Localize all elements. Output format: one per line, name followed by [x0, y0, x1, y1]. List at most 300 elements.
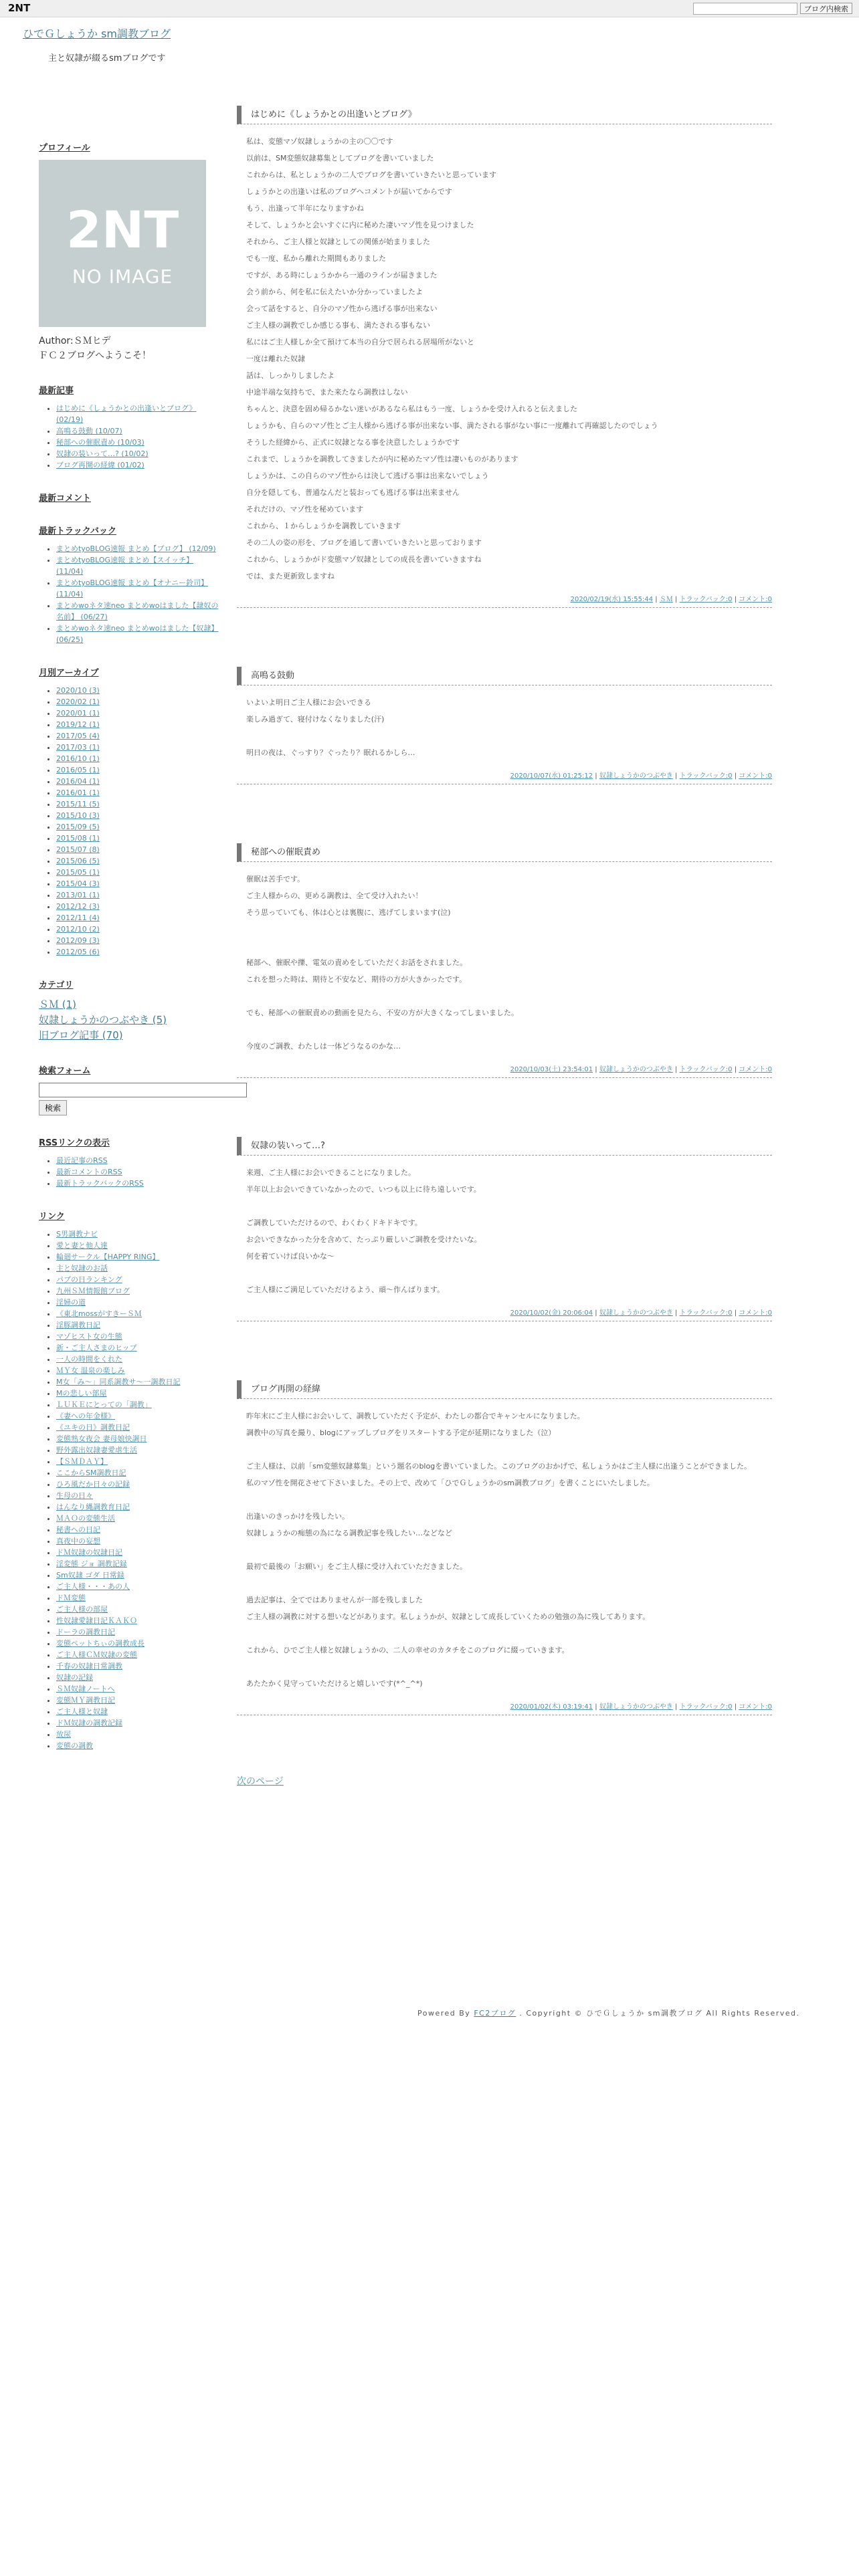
entry-title[interactable]: 高鳴る鼓動	[237, 667, 772, 685]
entry-paragraph: ご主人様にご満足していただけるよう、頑～作んばります。	[246, 1285, 445, 1294]
list-item	[56, 1274, 219, 1285]
entry-paragraph: これを想った時は、期待と不安など、期待の方が大きかったです。	[246, 975, 467, 984]
entry-footer-cm[interactable]: コメント:0	[739, 1703, 772, 1711]
list-item-link[interactable]: ドーラの調教日記	[56, 1628, 115, 1636]
links-heading: リンク	[39, 1212, 65, 1222]
list-item	[56, 696, 219, 708]
list-item	[56, 1581, 219, 1592]
list-item-link[interactable]: まとめwoネタ速neo まとめwoはました【奴隷】 (06/25)	[56, 624, 219, 644]
list-item	[56, 1524, 219, 1535]
list-item	[56, 730, 219, 742]
entry-paragraph: 半年以上お会いできていなかったので、いつも以上に待ち遠しいです。	[246, 1185, 481, 1194]
entry-footer-tb[interactable]: トラックバック:0	[679, 772, 733, 780]
separator: |	[672, 1703, 680, 1711]
entry-footer-cat[interactable]: 奴隷しょうかのつぶやき	[599, 772, 673, 780]
entry-paragraph: 過去記事は、全てではありませんが一部を残しました	[246, 1596, 423, 1604]
list-item	[56, 798, 219, 810]
category-link[interactable]: 旧ブログ記事 (70)	[39, 1029, 123, 1041]
entry-footer-date[interactable]: 2020/10/03(土) 23:54:01	[510, 1066, 593, 1073]
separator: |	[672, 596, 680, 603]
entry-paragraph: ご主人様の調教に対する想いなどがあります。私しょうかが、奴隷として成長していくための勉強の為に残してあります。	[246, 1612, 650, 1621]
list-item-link[interactable]: Sm奴隷 ゴダ 日常録	[56, 1571, 124, 1580]
list-item-link[interactable]: 変態の調教	[56, 1741, 93, 1750]
list-item-link[interactable]: 淫変態 ジョ 調教記録	[56, 1560, 127, 1568]
category-link[interactable]: 奴隷しょうかのつぶやき (5)	[39, 1014, 167, 1026]
list-item	[56, 810, 219, 821]
list-item	[56, 1547, 219, 1558]
list-item	[56, 1638, 219, 1649]
list-item-link[interactable]: 2020/02 (1)	[56, 697, 100, 706]
list-item	[56, 437, 219, 448]
archives-heading: 月別アーカイブ	[39, 668, 99, 678]
entry	[237, 843, 772, 1078]
entry-paragraph	[246, 1628, 772, 1638]
sidebar-search-button[interactable]: 検索	[39, 1100, 67, 1115]
entry-paragraph: ご主人様は、以前「sm変態奴隷募集」という題名のblogを書いていました。このブログのおかげで、私しょうかはご主人様に出逢うことができました。	[246, 1462, 751, 1471]
entry-paragraph: 自分を隠しても、普通なんだと装おっても逃げる事は出来ません	[246, 488, 460, 497]
list-item	[56, 764, 219, 776]
list-item-link[interactable]: 2012/10 (2)	[56, 925, 100, 934]
entry-footer-date[interactable]: 2020/01/02(木) 03:19:41	[510, 1703, 593, 1711]
entry-paragraph	[246, 1495, 772, 1505]
list-item-link[interactable]: 変態ＭＹ調教日記	[56, 1696, 115, 1705]
separator: |	[653, 596, 660, 603]
list-item-link[interactable]: 2012/11 (4)	[56, 914, 100, 922]
entry-paragraph: ご主人様の調教でしか感じる事も、満たされる事もない	[246, 321, 430, 330]
list-item	[56, 577, 219, 600]
list-item-link[interactable]: ドＭ奴隷の奴隷日記	[56, 1548, 122, 1557]
list-item	[56, 1319, 219, 1331]
entry-paragraph: いよいよ明日ご主人様にお会いできる	[246, 698, 371, 707]
entry-paragraph	[246, 1578, 772, 1588]
list-item-link[interactable]: マゾヒスト女の生態	[56, 1332, 122, 1341]
list-item-link[interactable]: ここからSM調教日記	[56, 1469, 126, 1477]
recent-comments-block	[39, 491, 219, 504]
entry-paragraph	[246, 1201, 772, 1211]
list-item-link[interactable]: 2016/05 (1)	[56, 766, 100, 774]
separator: |	[732, 1703, 739, 1711]
separator: |	[593, 1703, 599, 1711]
list-item-link[interactable]: 2017/03 (1)	[56, 743, 100, 752]
list-item	[56, 1626, 219, 1638]
list-item	[56, 742, 219, 753]
recent-entries-heading: 最新記事	[39, 386, 74, 396]
noimage-logo: 2NT	[66, 200, 179, 259]
entry-footer-tb[interactable]: トラックバック:0	[679, 596, 733, 603]
list-item	[56, 1410, 219, 1422]
list-item	[56, 1263, 219, 1274]
list-item	[56, 878, 219, 889]
list-item	[56, 1456, 219, 1467]
list-item-link[interactable]: 輪廻サークル【HAPPY RING】	[56, 1253, 160, 1261]
list-item	[56, 1228, 219, 1240]
list-item-link[interactable]: ご主人様と奴隷	[56, 1707, 108, 1716]
entry	[237, 1380, 772, 1715]
entry-paragraph: 私のマゾ性を開花させて下さいました。その上で、改めて「ひでＧしょうかのsm調教ブログ」を書くことにいたしました。	[246, 1479, 654, 1487]
list-item	[56, 1729, 219, 1740]
entry-paragraph: 昨年末にご主人様にお会いして、調教していただく予定が、わたしの都合でキャンセルになりました。	[246, 1412, 585, 1420]
list-item	[56, 1501, 219, 1513]
list-item-link[interactable]: 2020/10 (3)	[56, 686, 100, 695]
list-item-link[interactable]: 変態熟女夜会 妻母娘快調日	[56, 1434, 147, 1443]
copyright-text: . Copyright © ひでＧしょうか sm調教ブログ All Rights Reserved.	[519, 2009, 800, 2018]
list-item-link[interactable]: 2015/04 (3)	[56, 879, 100, 888]
list-item-link[interactable]: 最近記事のRSS	[56, 1156, 108, 1165]
list-item-link[interactable]: 2015/11 (5)	[56, 800, 100, 809]
rss-list	[39, 1155, 219, 1189]
list-item	[56, 1615, 219, 1626]
list-item	[56, 685, 219, 696]
entry-paragraph: そして、しょうかと会いすぐに内に秘めた凄いマゾ性を見つけました	[246, 221, 474, 229]
list-item-link[interactable]: 2013/01 (1)	[56, 891, 100, 899]
list-item-link[interactable]: 2015/09 (5)	[56, 823, 100, 831]
list-item-link[interactable]: 2012/12 (3)	[56, 902, 100, 911]
list-item	[56, 1297, 219, 1308]
list-item	[56, 1388, 219, 1399]
list-item-link[interactable]: ご主人様ＣＭ奴隷の変態	[56, 1650, 137, 1659]
list-item	[56, 1570, 219, 1581]
entry-footer-date[interactable]: 2020/10/07(水) 01:25:12	[510, 772, 593, 780]
list-item-link[interactable]: 2020/01 (1)	[56, 709, 100, 718]
entry-paragraph: 会って話をすると、自分のマゾ性から逃げる事が出来ない	[246, 304, 438, 313]
entry-paragraph: もう、出逢って半年になりますかね	[246, 204, 364, 213]
entry-paragraph: 以前は、SM変態奴隷募集としてブログを書いていました	[246, 154, 434, 163]
list-item-link[interactable]: 【ＳＭＤＡＹ】	[56, 1457, 108, 1466]
links-list	[39, 1228, 219, 1751]
fc2-blog-link[interactable]: FC2ブログ	[474, 2009, 516, 2018]
entry-footer-cat[interactable]: ＳＭ	[659, 596, 673, 603]
entry-footer	[237, 1301, 772, 1321]
categories-block	[39, 978, 219, 1043]
separator: |	[732, 1309, 739, 1317]
list-item-link[interactable]: 2012/09 (3)	[56, 936, 100, 945]
entry-title[interactable]: ブログ再開の経緯	[237, 1380, 772, 1399]
entry	[237, 106, 772, 608]
list-item-link[interactable]: 2015/07 (8)	[56, 845, 100, 854]
list-item-link[interactable]: ひろ風だか日々の記録	[56, 1480, 130, 1489]
entry-paragraph: ご主人様からの、更める調教は、全て受け入れたい！	[246, 891, 423, 900]
list-item-link[interactable]: 秘書への日記	[56, 1525, 100, 1534]
list-item-link[interactable]: 性奴隷愛隷日記ＫＡＫＯ	[56, 1616, 137, 1625]
separator: |	[593, 772, 599, 780]
list-item	[56, 867, 219, 878]
entry-paragraph: 明日の夜は、ぐっすり？ぐったり？眠れるかしら…	[246, 748, 415, 757]
list-item	[56, 889, 219, 901]
list-item	[56, 1683, 219, 1695]
list-item-link[interactable]: 主と奴隷のお話	[56, 1264, 108, 1273]
list-item-link[interactable]: ご主人様・・・あの人	[56, 1582, 130, 1591]
top-bar	[0, 0, 859, 17]
entry-body	[237, 1168, 772, 1295]
list-item-link[interactable]: 奴隷の記録	[56, 1673, 93, 1682]
noimage-text: NO IMAGE	[72, 265, 173, 288]
entry-body	[237, 697, 772, 758]
list-item	[56, 912, 219, 924]
list-item-link[interactable]: 生母の日々	[56, 1491, 93, 1500]
entry-footer-tb[interactable]: トラックバック:0	[679, 1703, 733, 1711]
list-item-link[interactable]: 2015/06 (5)	[56, 857, 100, 865]
entry-footer	[237, 1695, 772, 1715]
list-item-link[interactable]: ＭＡＯの変態生活	[56, 1514, 115, 1523]
list-item	[56, 719, 219, 730]
list-item-link[interactable]: ご主人様の部屋	[56, 1605, 108, 1614]
entry-paragraph: 調教中の写真を撮り、blogにアップしブログをリスタートする予定が延期になりました（泣）	[246, 1428, 556, 1437]
category-link[interactable]: ＳＭ (1)	[39, 998, 77, 1010]
entry-paragraph: そうした経緯から、正式に奴隷となる事を決意したしょうかです	[246, 438, 460, 447]
main-content	[237, 106, 772, 1788]
entry-body	[237, 1411, 772, 1689]
list-item	[56, 1649, 219, 1660]
list-item	[56, 1604, 219, 1615]
site-title[interactable]: ひでＧしょうか sm調教ブログ	[23, 27, 171, 40]
separator: |	[672, 772, 680, 780]
list-item	[56, 855, 219, 867]
list-item	[56, 1717, 219, 1729]
separator: |	[732, 596, 739, 603]
list-item-link[interactable]: 千春の奴隷日常調教	[56, 1662, 122, 1671]
list-item-link[interactable]: ドＭ奴隷の調教記録	[56, 1719, 122, 1727]
entry-footer-tb[interactable]: トラックバック:0	[679, 1066, 733, 1073]
list-item-link[interactable]: ブログ再開の経緯 (01/02)	[56, 461, 145, 469]
entry-title[interactable]: はじめに《しょうかとの出逢いとブログ》	[237, 106, 772, 124]
next-page-link[interactable]: 次のページ	[237, 1776, 284, 1787]
entry-paragraph: これから、１からしょうかを調教していきます	[246, 522, 401, 530]
list-item-link[interactable]: 最新トラックバックのRSS	[56, 1179, 144, 1188]
blog-search-button[interactable]: ブログ内検索	[800, 3, 852, 14]
list-item	[56, 403, 219, 425]
entry-paragraph	[246, 1025, 772, 1035]
list-item	[56, 1660, 219, 1672]
list-item	[56, 1354, 219, 1365]
list-item-link[interactable]: 変態ペットちぃの調教成長	[56, 1639, 145, 1648]
site-description: 主と奴隷が綴るsmブログです	[48, 53, 166, 64]
list-item	[56, 776, 219, 787]
entry-paragraph: あたたかく見守っていただけると嬉しいです(*^_^*)	[246, 1679, 423, 1688]
entry-title[interactable]: 秘部への催眠責め	[237, 843, 772, 862]
list-item	[56, 1331, 219, 1342]
archives-block	[39, 665, 219, 958]
list-item-link[interactable]: 秘部への催眠責め (10/03)	[56, 438, 145, 447]
entry-paragraph: 秘部へ、催眠や擽、電気の責めをしていただくお話をされました。	[246, 958, 467, 967]
entry-paragraph	[246, 941, 772, 951]
list-item-link[interactable]: まとめtyoBLOG速報 まとめ【ブログ】 (12/09)	[56, 544, 216, 553]
archives-list	[39, 685, 219, 958]
entry-paragraph: 話は、しっかりしましたよ	[246, 371, 335, 380]
entry-paragraph: でも一度、私から離れた期間もありました	[246, 254, 386, 263]
list-item	[56, 448, 219, 459]
entry-paragraph: 私は、変態マゾ奴隷しょうかの主の〇〇です	[246, 137, 393, 146]
entry-paragraph: では、また更新致しますね	[246, 572, 335, 580]
entry-paragraph: これからは、私としょうかの二人でブログを書いていきたいと思っています	[246, 171, 496, 179]
entry-paragraph	[246, 1444, 772, 1455]
list-item-link[interactable]: 淫婦の道	[56, 1298, 86, 1307]
list-item-link[interactable]: 2015/05 (1)	[56, 868, 100, 877]
links-block	[39, 1209, 219, 1751]
entry-paragraph: 来週、ご主人様にお会いできることになりました。	[246, 1168, 415, 1177]
recent-entries-block	[39, 383, 219, 471]
entry-paragraph: でも、秘部への催眠責めの動画を見たら、不安の方が大きくなってしまいました。	[246, 1008, 518, 1017]
list-item	[56, 1285, 219, 1297]
list-item-link[interactable]: ＳＭ奴隷ノートへ	[56, 1685, 115, 1693]
entry-footer-cat[interactable]: 奴隷しょうかのつぶやき	[599, 1066, 673, 1073]
list-item-link[interactable]: 《ユキの日》調教日記	[56, 1423, 130, 1432]
recent-trackbacks-block	[39, 524, 219, 645]
list-item-link[interactable]: 九州ＳＭ情報館ブログ	[56, 1287, 130, 1295]
entry-title[interactable]: 奴隷の装いって…?	[237, 1137, 772, 1156]
fc2-logo[interactable]: 2NT	[8, 2, 31, 14]
entry-paragraph: ご調教していただけるので、わくわくドキドキです。	[246, 1218, 422, 1227]
list-item	[56, 1422, 219, 1433]
list-item-link[interactable]: M女「み～」同系調教サ～一調教日記	[56, 1378, 181, 1386]
list-item-link[interactable]: まとめtyoBLOG速報 まとめ【スイッチ】 (11/04)	[56, 556, 194, 576]
sidebar-search-input[interactable]	[39, 1083, 247, 1097]
entry-paragraph: 私にはご主人様しか全て預けて本当の自分で居られる居場所がないと	[246, 338, 474, 346]
entry-footer-cat[interactable]: 奴隷しょうかのつぶやき	[599, 1309, 673, 1317]
list-item-link[interactable]: S男調教ナビ	[56, 1230, 98, 1239]
entry-footer-cm[interactable]: コメント:0	[739, 1066, 772, 1073]
list-item-link[interactable]: ＬＵＫＥにとっての「調教」	[56, 1400, 152, 1409]
powered-by-footer	[417, 2008, 800, 2018]
list-item-link[interactable]: 最新コメントのRSS	[56, 1168, 122, 1176]
list-item-link[interactable]: ＭＹ女 温泉の楽しみ	[56, 1366, 125, 1375]
list-item	[56, 901, 219, 912]
entry-paragraph	[246, 1268, 772, 1278]
search-block	[39, 1063, 219, 1115]
entry-paragraph: そう思っていても、体は心とは裏腹に、逃げてしまいます(泣)	[246, 908, 451, 917]
list-item-link[interactable]: 愛と妻と他人達	[56, 1241, 108, 1250]
entry-paragraph: ですが、ある時にしょうかから一通のラインが届きました	[246, 271, 438, 280]
recent-trackbacks-list	[39, 543, 219, 645]
entry-paragraph: これから、ひでご主人様と奴隷しょうかの、二人の幸せのカタチをこのブログに綴っていきます。	[246, 1646, 569, 1654]
categories-heading: カテゴリ	[39, 980, 74, 990]
list-item	[56, 924, 219, 935]
entry-paragraph: それから、ご主人様と奴隷としての関係が始まりました	[246, 237, 430, 246]
list-item-link[interactable]: 高鳴る鼓動 (10/07)	[56, 427, 122, 435]
entry-body	[237, 136, 772, 581]
entry-paragraph	[246, 1662, 772, 1672]
sidebar	[39, 140, 219, 1772]
list-item-link[interactable]: 奴隷の装いって…? (10/02)	[56, 449, 149, 458]
entry	[237, 1137, 772, 1321]
list-item	[56, 1166, 219, 1178]
entry-footer-date[interactable]: 2020/10/02(金) 20:06:04	[510, 1309, 593, 1317]
entry-paragraph: しょうかも、自らのマゾ性とご主人様から逃げる事が出来ない事、満たされる事がない事に一度離れて再確認したのでしょう	[246, 421, 658, 430]
search-heading: 検索フォーム	[39, 1066, 91, 1076]
list-item-link[interactable]: パブの日ランキング	[56, 1275, 122, 1284]
entry-paragraph: ちゃんと、決意を固め帰るかない迷いがあるなら私はもう一度、しょうかを受け入れると伝えました	[246, 405, 577, 413]
list-item-link[interactable]: 2016/04 (1)	[56, 777, 100, 786]
list-item-link[interactable]: ドＭ変態	[56, 1594, 86, 1602]
list-item-link[interactable]: Mの悲しい部屋	[56, 1389, 107, 1398]
entry-footer-cat[interactable]: 奴隷しょうかのつぶやき	[599, 1703, 673, 1711]
author-greeting: ＦＣ２ブログへようこそ！	[39, 350, 151, 361]
list-item-link[interactable]: 《妻への年金様》	[56, 1412, 115, 1420]
entry-paragraph: 最初で最後の「お願い」をご主人様に受け入れていただきました。	[246, 1562, 467, 1571]
list-item-link[interactable]: 2012/05 (6)	[56, 948, 100, 956]
list-item	[56, 1467, 219, 1479]
list-item-link[interactable]: 淫豚調教日記	[56, 1321, 100, 1329]
entry-footer	[237, 764, 772, 784]
entry-footer-date[interactable]: 2020/02/19(水) 15:55:44	[570, 596, 654, 603]
list-item-link[interactable]: 新・ご主人さまのヒップ	[56, 1344, 137, 1352]
entry-paragraph: その二人の姿の形を、ブログを通して書いていきたいと思っております	[246, 538, 482, 547]
entry-paragraph: 一度は離れた奴隷	[246, 354, 305, 363]
entry-footer-tb[interactable]: トラックバック:0	[679, 1309, 733, 1317]
list-item-link[interactable]: 野外露出奴隷妻愛虐生活	[56, 1446, 137, 1455]
entry	[237, 667, 772, 784]
list-item-link[interactable]: 2019/12 (1)	[56, 720, 100, 729]
list-item-link[interactable]: 一人の時間をくれた	[56, 1355, 122, 1364]
entry-footer	[237, 1058, 772, 1078]
list-item-link[interactable]: はじめに《しょうかとの出逢いとブログ》 (02/19)	[56, 404, 197, 424]
entry-list	[237, 106, 772, 1715]
list-item	[56, 459, 219, 471]
entry-paragraph: それだけの、マゾ性を秘めています	[246, 505, 364, 514]
entry-paragraph: これから、しょうかがド変態マゾ奴隷としての成長を書いていきますね	[246, 555, 482, 564]
list-item	[56, 1433, 219, 1444]
entry-paragraph: 催眠は苦手です。	[246, 875, 305, 883]
list-item-link[interactable]: 《東北mossがすきーＳＭ	[56, 1309, 142, 1318]
powered-prefix: Powered By	[417, 2009, 471, 2018]
entry-footer-cm[interactable]: コメント:0	[739, 596, 772, 603]
list-item	[56, 1376, 219, 1388]
list-item-link[interactable]: はんなり縄調教育日記	[56, 1503, 130, 1511]
entry-paragraph: しょうかは、この自らのマゾ性からは決して逃げる事は出来ないでしょう	[246, 471, 489, 480]
list-item	[56, 600, 219, 623]
list-item	[56, 1342, 219, 1354]
list-item	[56, 1513, 219, 1524]
list-item	[56, 1308, 219, 1319]
entry-paragraph: 奴隷しょうかの痴態の為になる調教記事を残したい…などなど	[246, 1529, 452, 1537]
list-item-link[interactable]: 2015/08 (1)	[56, 834, 100, 843]
list-item	[56, 1558, 219, 1570]
blog-search-input[interactable]	[693, 3, 797, 15]
list-item	[56, 1535, 219, 1547]
author-info	[39, 334, 219, 363]
list-item	[56, 1490, 219, 1501]
list-item-link[interactable]: 2015/10 (3)	[56, 811, 100, 820]
list-item	[56, 1444, 219, 1456]
list-item-link[interactable]: まとめtyoBLOG速報 まとめ【オナニー鈴司】 (11/04)	[56, 578, 209, 599]
list-item	[56, 1479, 219, 1490]
list-item	[56, 1740, 219, 1751]
entry-footer-cm[interactable]: コメント:0	[739, 1309, 772, 1317]
list-item	[56, 1695, 219, 1706]
separator: |	[672, 1066, 680, 1073]
entry-paragraph	[246, 1545, 772, 1555]
list-item	[56, 821, 219, 833]
entry-footer-cm[interactable]: コメント:0	[739, 772, 772, 780]
list-item-link[interactable]: 放尿	[56, 1730, 71, 1739]
list-item-link[interactable]: 2017/05 (4)	[56, 732, 100, 740]
entry-paragraph: これまで、しょうかを調教してきましたが内に秘めたマゾ性は凄いものがあります	[246, 455, 518, 463]
list-item-link[interactable]: 真夜中の妄想	[56, 1537, 100, 1545]
author-name: Author:ＳＭヒデ	[39, 336, 111, 346]
list-item	[56, 1178, 219, 1189]
list-item	[56, 935, 219, 946]
entry-paragraph: 何を着ていけば良いかな～	[246, 1252, 335, 1261]
list-item-link[interactable]: 2016/01 (1)	[56, 788, 100, 797]
list-item-link[interactable]: まとめwoネタ速neo まとめwoはました【隷奴の名前】 (06/27)	[56, 601, 219, 621]
list-item	[56, 1399, 219, 1410]
separator: |	[732, 1066, 739, 1073]
list-item	[56, 623, 219, 645]
list-item	[56, 1155, 219, 1166]
list-item-link[interactable]: 2016/10 (1)	[56, 754, 100, 763]
list-item	[56, 425, 219, 437]
entry-paragraph: 楽しみ過ぎて、寝付けなくなりました(汗)	[246, 715, 385, 724]
entry-paragraph: 会う前から、何を私に伝えたいか分かっていましたよ	[246, 288, 423, 296]
